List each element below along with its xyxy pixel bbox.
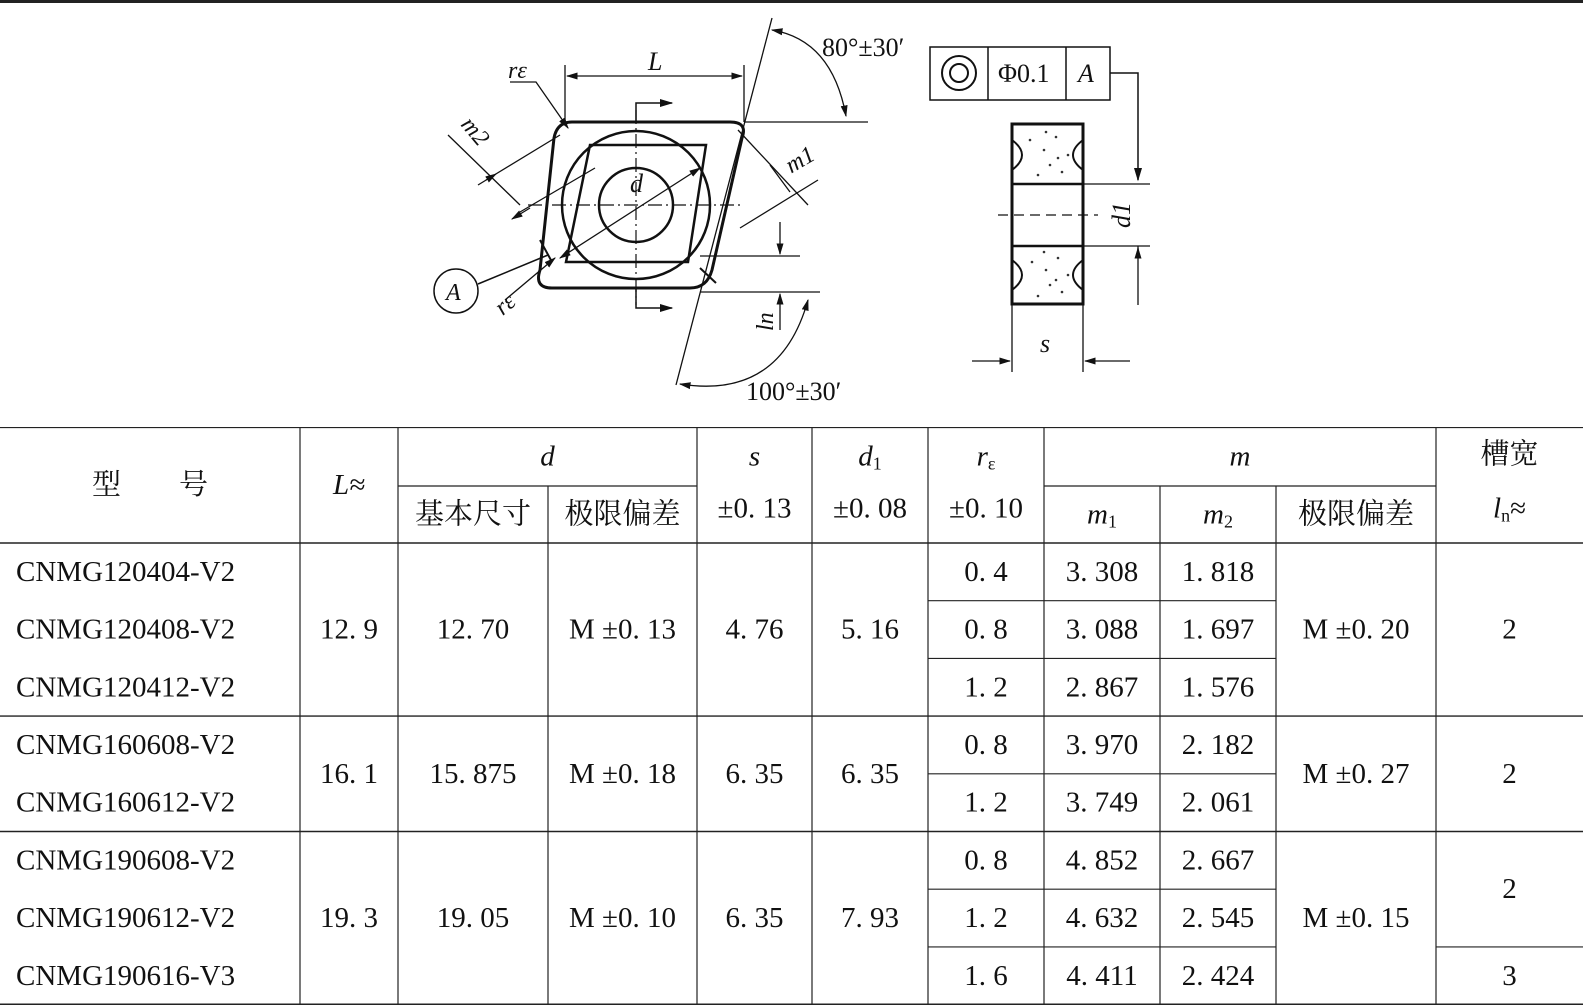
dimension-s <box>972 304 1130 372</box>
cell-r: 0. 8 <box>964 613 1008 646</box>
insert-drawing <box>0 0 1583 420</box>
cell-m1: 3. 749 <box>1065 786 1139 819</box>
cell-s: 6. 35 <box>725 757 784 790</box>
cell-d-dev: M ±0. 18 <box>569 757 676 790</box>
header-s: s <box>748 440 761 473</box>
cell-r: 0. 4 <box>964 555 1008 588</box>
cell-m1: 2. 867 <box>1065 671 1139 704</box>
cell-m2: 1. 818 <box>1181 555 1255 588</box>
label-datum-A: A <box>446 280 461 306</box>
header-groove: 槽宽 <box>1480 438 1539 471</box>
side-section-view <box>998 124 1098 304</box>
leader-r-top <box>510 82 568 128</box>
header-d: d <box>540 440 555 473</box>
cell-m-dev: M ±0. 20 <box>1302 613 1410 646</box>
cell-m2: 2. 424 <box>1181 959 1255 992</box>
label-s: s <box>1040 329 1051 358</box>
cell-r: 1. 2 <box>964 902 1008 935</box>
model-code: CNMG190612-V2 <box>16 902 236 935</box>
cell-L: 19. 3 <box>320 902 378 935</box>
cell-d1: 6. 35 <box>841 757 899 790</box>
header-m: m <box>1229 440 1251 473</box>
dimension-m2 <box>448 135 595 219</box>
cell-m2: 1. 576 <box>1181 671 1255 704</box>
label-m2: m2 <box>455 112 495 152</box>
model-code: CNMG120412-V2 <box>16 671 236 704</box>
cell-ln: 3 <box>1502 959 1517 992</box>
cell-m2: 1. 697 <box>1181 613 1255 646</box>
cell-d: 12. 70 <box>436 613 510 646</box>
header-d1: $d_1$ <box>858 440 882 474</box>
cell-m2: 2. 061 <box>1181 786 1255 819</box>
label-m1: m1 <box>781 141 820 179</box>
header-d-basic: 基本尺寸 <box>414 498 532 531</box>
cell-m-dev: M ±0. 15 <box>1302 902 1410 935</box>
cell-d-dev: M ±0. 10 <box>569 902 676 935</box>
cell-m1: 3. 088 <box>1065 613 1139 646</box>
cell-r: 0. 8 <box>964 728 1008 761</box>
section-hatching <box>1029 131 1070 298</box>
label-angle-top: 80°±30′ <box>822 33 905 62</box>
label-L: L <box>648 47 663 76</box>
cell-m-dev: M ±0. 27 <box>1302 757 1410 790</box>
model-code: CNMG160608-V2 <box>16 728 236 761</box>
header-model: 型 号 <box>91 469 209 501</box>
cell-r: 1. 6 <box>964 959 1008 992</box>
cell-d: 15. 875 <box>429 757 517 790</box>
leader-r-bottom <box>505 258 555 300</box>
cell-m2: 2. 545 <box>1181 902 1255 935</box>
header-m1: $m_1$ <box>1087 498 1117 532</box>
tolerance-datum: A <box>1078 59 1094 88</box>
cell-ln: 2 <box>1502 757 1517 790</box>
cell-s: 4. 76 <box>725 613 784 646</box>
label-angle-bottom: 100°±30′ <box>746 377 842 406</box>
header-r-tol: ±0. 10 <box>949 492 1023 525</box>
cell-r: 1. 2 <box>964 671 1008 704</box>
model-code: CNMG120408-V2 <box>16 613 236 646</box>
cell-m1: 3. 308 <box>1065 555 1139 588</box>
header-m-dev: 极限偏差 <box>1297 498 1415 531</box>
tolerance-value: Φ0.1 <box>998 59 1050 88</box>
cell-ln: 2 <box>1502 873 1517 906</box>
label-r-bottom: rε <box>489 288 521 321</box>
cell-d1: 7. 93 <box>841 902 899 935</box>
cell-L: 16. 1 <box>320 757 378 790</box>
header-r: $r_\varepsilon$ <box>976 440 996 474</box>
header-ln: $l_n\approx$ <box>1493 492 1526 526</box>
model-code: CNMG160612-V2 <box>16 786 236 819</box>
cell-ln: 2 <box>1502 613 1517 646</box>
cell-m1: 4. 852 <box>1065 844 1139 877</box>
cell-m2: 2. 182 <box>1181 728 1255 761</box>
cell-s: 6. 35 <box>725 902 784 935</box>
header-d1-tol: ±0. 08 <box>833 492 907 525</box>
model-code: CNMG190616-V3 <box>16 959 236 992</box>
cell-r: 1. 2 <box>964 786 1008 819</box>
label-d: d <box>630 169 643 198</box>
cell-m1: 4. 411 <box>1066 959 1138 992</box>
cell-d-dev: M ±0. 13 <box>569 613 676 646</box>
label-d1: d1 <box>1107 202 1136 228</box>
spec-table <box>0 427 1583 1005</box>
cell-m2: 2. 667 <box>1181 844 1255 877</box>
header-s-tol: ±0. 13 <box>717 492 792 525</box>
model-code: CNMG190608-V2 <box>16 844 236 877</box>
header-L: L≈ <box>332 469 366 501</box>
cell-d: 19. 05 <box>436 902 510 935</box>
label-ln: ln <box>753 312 779 331</box>
cell-m1: 3. 970 <box>1065 728 1139 761</box>
cell-L: 12. 9 <box>320 613 378 646</box>
header-m2: $m_2$ <box>1203 498 1233 532</box>
header-d-dev: 极限偏差 <box>564 498 681 531</box>
cell-m1: 4. 632 <box>1065 902 1139 935</box>
cell-r: 0. 8 <box>964 844 1008 877</box>
model-code: CNMG120404-V2 <box>16 555 236 588</box>
insert-outline <box>539 122 744 288</box>
cell-d1: 5. 16 <box>841 613 899 646</box>
label-r-top: rε <box>508 58 527 84</box>
